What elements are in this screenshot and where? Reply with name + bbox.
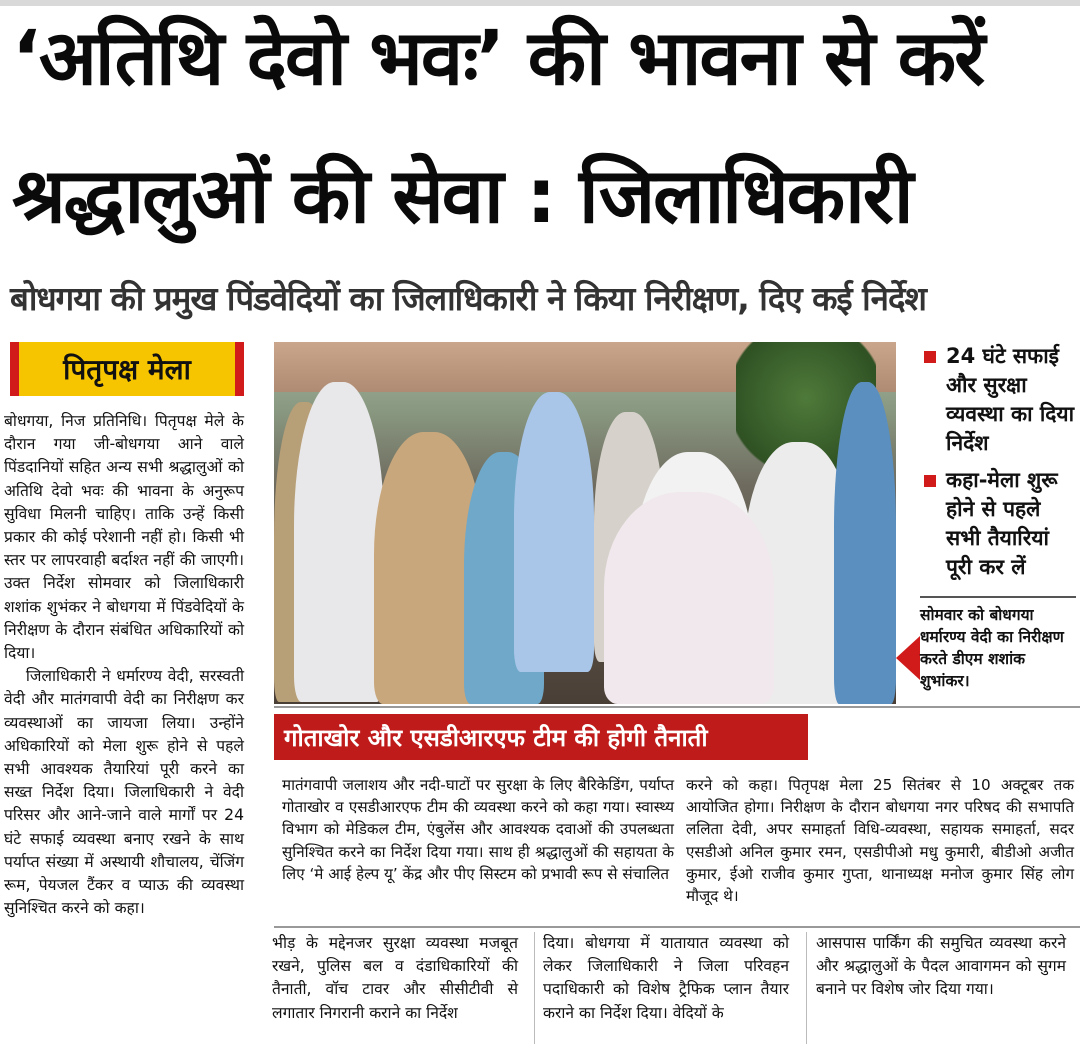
photo-person: [294, 382, 384, 702]
sub-story-column-1: मातंगवापी जलाशय और नदी-घाटों पर सुरक्षा के लिए बैरिकेडिंग, पर्याप्त गोताखोर व एसडीआरएफ टीम की व्यवस्था करने को कहा गया। स्वास्थ्य विभाग को मेडिकल टीम, एंबुलेंस और आवश्यक दवाओं की उपलब्धता सुनिश्चित करने का निर्देश दिया गया। साथ ही श्रद्धालुओं की सहायता के लिए ‘मे आई हेल्प यू’ केंद्र और पीए सिस्टम को प्रभावी रूप से संचालित: [282, 776, 674, 883]
headline-line-1: ‘अतिथि देवो भवः’ की भावना से करें: [12, 13, 984, 102]
sub-story-column-2: करने को कहा। पितृपक्ष मेला 25 सितंबर से 10 अक्टूबर तक आयोजित होगा। निरीक्षण के दौरान बोधगया नगर परिषद की सभापति ललिता देवी, अपर समाहर्ता विधि-व्यवस्था, सहायक समाहर्ता, सदर एसडीओ अनिल कुमार रमन, एसडीपीओ मधु कुमारी, बीडीओ अजीत कुमार, ईओ राजीव कुमार गुप्ता, थानाध्यक्ष मनोज कुमार सिंह लोग मौजूद थे।: [686, 776, 1074, 906]
bottom-column-3: आसपास पार्किंग की समुचित व्यवस्था करने और श्रद्धालुओं के पैदल आवागमन को सुगम बनाने पर विशेष जोर दिया गया।: [816, 934, 1066, 999]
photo-person: [514, 392, 594, 672]
section-tag: पितृपक्ष मेला: [10, 342, 244, 396]
bottom-column-1: भीड़ के मद्देनजर सुरक्षा व्यवस्था मजबूत रखने, पुलिस बल व दंडाधिकारियों की तैनाती, वॉच टावर और सीसीटीवी से लगातार निगरानी कराने का निर्देश: [272, 934, 518, 1022]
highlight-item: 24 घंटे सफाई और सुरक्षा व्यवस्था का दिया निर्देश: [924, 342, 1076, 458]
photo-caption: सोमवार को बोधगया धर्मारण्य वेदी का निरीक्षण करते डीएम शशांक शुभांकर।: [920, 596, 1076, 692]
inspection-photo: [274, 342, 896, 704]
main-article-column: [4, 410, 244, 920]
subheadline: बोधगया की प्रमुख पिंडवेदियों का जिलाधिकारी ने किया निरीक्षण, दिए कई निर्देश: [10, 279, 926, 318]
article-paragraph-2: जिलाधिकारी ने धर्मारण्य वेदी, सरस्वती वेदी और मातंगवापी वेदी का निरीक्षण कर व्यवस्थाओं का जायजा लिया। उन्होंने अधिकारियों को मेला शुरू होने से पहले सभी आवश्यक तैयारियां पूरी करने का सख्त निर्देश दिया। जिलाधिकारी ने वेदी परिसर और आने-जाने वाले मार्गों पर 24 घंटे सफाई व्यवस्था बनाए रखने के साथ पर्याप्त संख्या में अस्थायी शौचालय, चेंजिंग रूम, पेयजल टैंकर व प्याऊ की व्यवस्था सुनिश्चित करने को कहा।: [4, 667, 244, 918]
sub-story-box: [274, 706, 1080, 928]
top-rule: [0, 0, 1080, 6]
red-square-bullet-icon: [924, 351, 936, 363]
highlights-list: [924, 342, 1076, 590]
red-square-bullet-icon: [924, 475, 936, 487]
column-divider: [534, 932, 535, 1044]
headline-line-2: श्रद्धालुओं की सेवा : जिलाधिकारी: [12, 151, 912, 240]
photo-person: [604, 492, 774, 704]
article-paragraph-1: बोधगया, निज प्रतिनिधि। पितृपक्ष मेले के दौरान गया जी-बोधगया आने वाले पिंडदानियों सहित अन्य सभी श्रद्धालुओं को अतिथि देवो भवः की भावना के अनुरूप सुविधा मिलनी चाहिए। ताकि उन्हें किसी प्रकार की कोई परेशानी नहीं हो। किसी भी स्तर पर लापरवाही बर्दाश्त नहीं की जाएगी। उक्त निर्देश सोमवार को जिलाधिकारी शशांक शुभंकर ने बोधगया में पिंडवेदियों के निरीक्षण के दौरान संबंधित अधिकारियों को दिया।: [4, 412, 244, 663]
bottom-column-2: दिया। बोधगया में यातायात व्यवस्था को लेकर जिलाधिकारी ने जिला परिवहन पदाधिकारी को विशेष ट्रैफिक प्लान तैयार कराने का निर्देश दिया। वेदियों के: [543, 934, 789, 1022]
highlight-item: कहा-मेला शुरू होने से पहले सभी तैयारियां पूरी कर लें: [924, 466, 1076, 582]
sub-story-heading: गोताखोर और एसडीआरएफ टीम की होगी तैनाती: [274, 714, 808, 760]
photo-person: [834, 382, 896, 704]
caption-arrow-icon: [896, 636, 920, 680]
column-divider: [806, 932, 807, 1044]
